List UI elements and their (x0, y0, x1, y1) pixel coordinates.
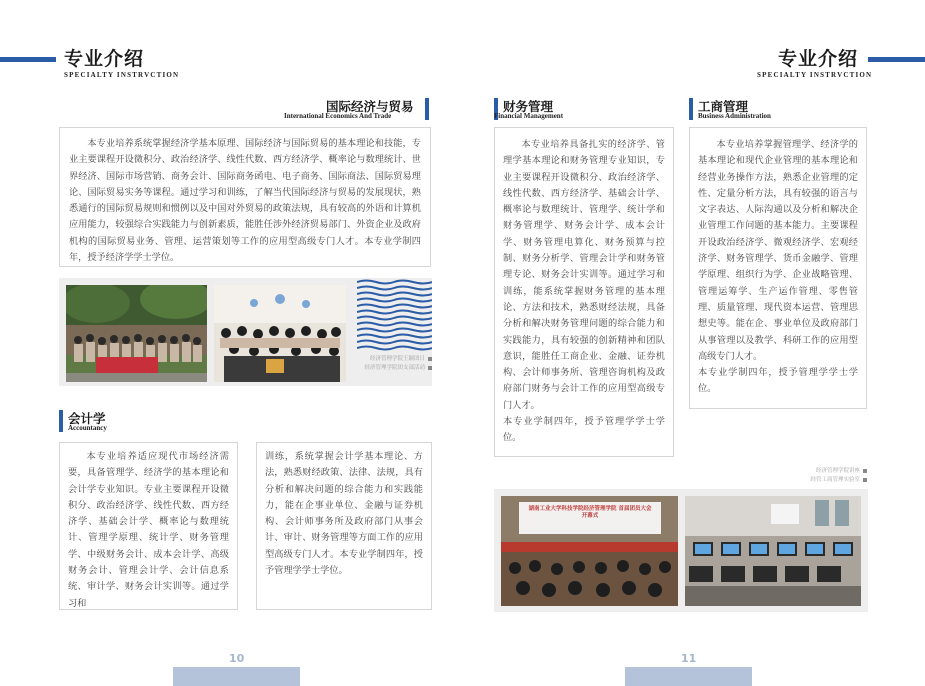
ieb-section-marker (425, 98, 429, 120)
ba-text-box (689, 127, 867, 409)
ieb-group-photo-outdoor (66, 285, 207, 382)
fm-section-title: 财务管理 (503, 99, 554, 114)
right-header-subtitle: SPECIALTY INSTRVCTION (757, 71, 873, 79)
acc-text-box-1 (59, 442, 238, 610)
ba-body-text-2: 本专业学制四年，授予管理学学士学位。 (698, 367, 858, 395)
computer-lab-photo (685, 496, 861, 606)
caption-square-icon (863, 469, 867, 473)
left-header-title: 专业介绍 (64, 48, 145, 70)
fm-body-text-2: 本专业学制四年，授予管理学学士学位。 (503, 416, 665, 444)
left-header-rule (0, 57, 56, 62)
ieb-section-title: 国际经济与贸易 (326, 99, 414, 114)
left-page-footer-bar (173, 667, 300, 686)
acc-body-text-1: 本专业培养适应现代市场经济需要，具备管理学、经济学的基本理论和会计学专业知识。专业主要课程开设微积分、政治经济学、线性代数、西方经济学、基础会计学、概率论与数理统计、管理学原理、统计学、财务管理学、中级财务会计、成本会计学、高级财务会计、管理会计学、会计信息系统、审计学、财务会计实训等。通过学习和 (68, 451, 229, 609)
right-page-number: 11 (681, 652, 697, 665)
ba-caption-2-text: 经管工商管理实验室 (810, 477, 860, 483)
right-header-title: 专业介绍 (778, 48, 859, 70)
acc-body-text-2: 训练，系统掌握会计学基本理论、方法，熟悉财经政策、法律、法规，具有分析和解决问题的综合能力和实践能力，能在企事业单位、金融与证券机构、会计师事务所及政府部门从事会计、审计、财务管理等方面工作的应用型高级专门人才。本专业学制四年，授予管理学学士学位。 (265, 451, 423, 577)
lecture-hall-photo (501, 496, 678, 606)
left-header-subtitle: SPECIALTY INSTRVCTION (64, 71, 180, 79)
ieb-photo-caption-2 (364, 364, 432, 372)
right-page-footer-bar (625, 667, 752, 686)
acc-text-box-2 (256, 442, 432, 610)
ba-section-title: 工商管理 (698, 99, 749, 114)
caption-square-icon (428, 366, 432, 370)
ba-section-subtitle: Business Administration (698, 112, 771, 120)
left-page-number: 10 (229, 652, 245, 665)
right-header-rule (868, 57, 925, 62)
ba-section-marker (689, 98, 693, 120)
acc-section-title: 会计学 (68, 411, 106, 426)
fm-body-text-1: 本专业培养具备扎实的经济学、管理学基本理论和财务管理专业知识，专业主要课程开设微积分、政治经济学、线性代数、西方经济学、基础会计学、概率论与数理统计、管理学、统计学和财务管理学、财务会计学、成本会计学、财务管理电算化、财务预算与控制、财务分析学、管理会计学和财务管理专论、财务会计实训等。通过学习和训练，能系统掌握财务管理的基本理论、方法和技术，熟悉财经法规，具备分析和解决财务管理问题的综合能力和实践能力，具有较强的创新精神和团队意识，能胜任工商企业、金融、证券机构、会计师事务所、管理咨询机构及政府部门财务与会计工作的应用型高级专门人才。 (503, 139, 665, 411)
ieb-body-text: 本专业培养系统掌握经济学基本原理、国际经济与国际贸易的基本理论和技能，专业主要课程开设微积分、政治经济学、线性代数、西方经济学、概率论与数理统计、世界经济、国际市场营销、商务会计、国际商务函电、电子商务、国际商法、国际贸易理论、国际贸易实务等课程。通过学习和训练，了解当代国际经济与贸易的发展现状，熟悉通行的国际贸易规则和惯例以及中国对外贸易的政策法规，具有较高的外语和计算机应用能力，较强综合实践能力与创新素质，能胜任涉外经济贸易部门、外资企业及政府机构的国际贸易业务、管理、运营策划等工作的应用型高级专门人才。本专业学制四年，授予经济学学士学位。 (69, 138, 421, 264)
ba-photo-caption-1 (816, 467, 867, 475)
wave-pattern-decoration (357, 278, 432, 352)
acc-section-marker (59, 410, 63, 432)
meeting-banner-text: 湖南工业大学科技学院经济管理学院 首届团员大会 开幕式 (528, 506, 652, 519)
caption-square-icon (428, 357, 432, 361)
caption-square-icon (863, 478, 867, 482)
ieb-photo-caption-1 (370, 355, 432, 363)
fm-section-subtitle: Financial Management (494, 112, 564, 120)
ieb-text-box (59, 127, 431, 267)
ieb-caption-2-text: 经济管理学院团支部活动 (364, 365, 425, 371)
ba-photo-caption-2 (810, 476, 867, 484)
ieb-section-subtitle: International Economics And Trade (284, 112, 392, 120)
ba-body-text-1: 本专业培养掌握管理学、经济学的基本理论和现代企业管理的基本理论和经营业务操作方法，熟悉企业管理的定性、定量分析方法，具有较强的语言与文字表达、人际沟通以及分析和解决企业管理工作问题的基本能力。主要课程开设政治经济学、微观经济学、宏观经济学、财务管理学、货币金融学、管理学原理、组织行为学、企业战略管理、管理运筹学、生产运作管理、零售管理、质量管理、现代资本运营、管理思想史等。能在企、事业单位及政府部门从事管理以及教学、科研工作的应用型高级专门人才。 (698, 139, 858, 362)
ba-caption-1-text: 经济管理学院讲座 (815, 468, 860, 474)
fm-text-box (494, 127, 674, 457)
ieb-group-photo-indoor (214, 285, 346, 382)
ieb-caption-1-text: 经济管理学院王颖团日 (369, 356, 425, 362)
acc-section-subtitle: Accountancy (68, 424, 107, 432)
